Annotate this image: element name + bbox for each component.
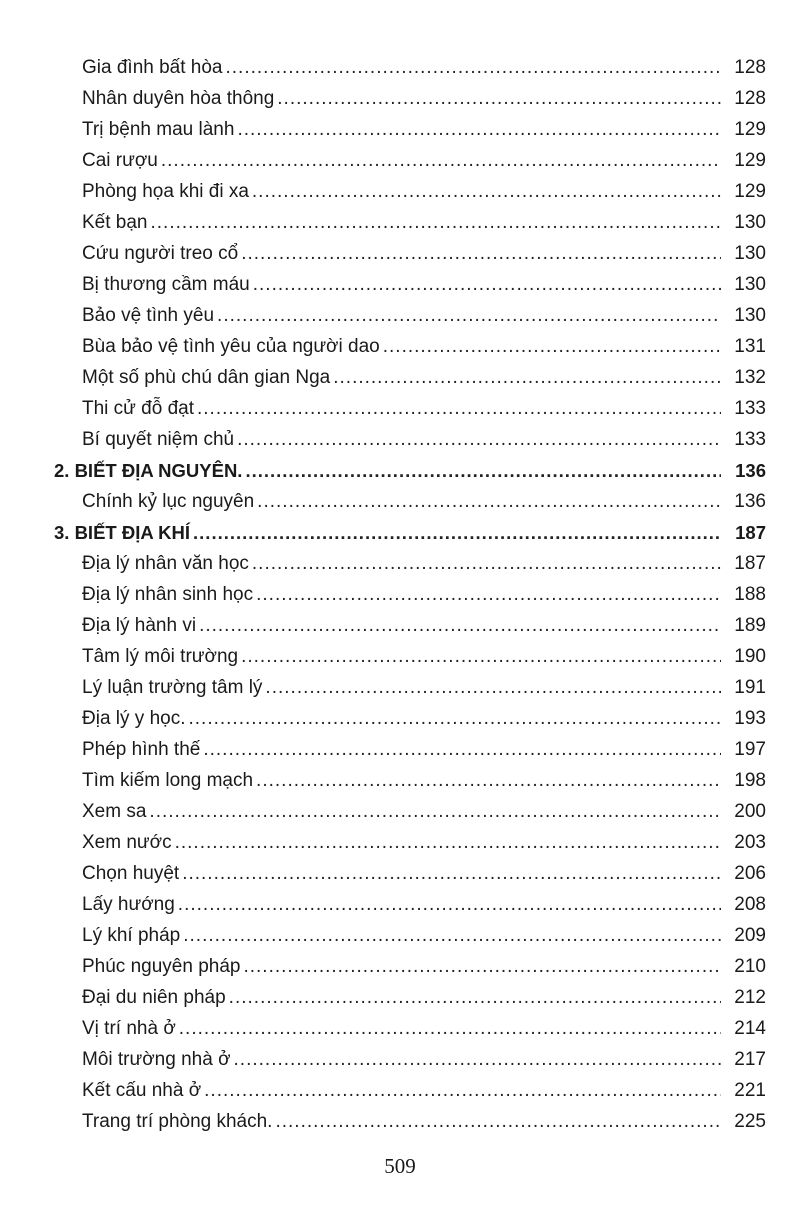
toc-section-heading (50, 455, 766, 486)
toc-entry (50, 393, 766, 424)
toc-entry (50, 889, 766, 920)
toc-entry (50, 145, 766, 176)
toc-entry (50, 982, 766, 1013)
toc-entry-title: Vị trí nhà ở (82, 1018, 176, 1039)
dot-leader (182, 858, 721, 889)
toc-entry (50, 920, 766, 951)
dot-leader (277, 83, 721, 114)
toc-entry-title: Bùa bảo vệ tình yêu của người dao (82, 336, 380, 357)
toc-entry (50, 176, 766, 207)
toc-entry-title: Một số phù chú dân gian Nga (82, 367, 331, 388)
toc-entry-page: 189 (734, 615, 766, 636)
toc-entry-page: 133 (734, 429, 766, 450)
dot-leader (237, 424, 721, 455)
dot-leader (178, 889, 721, 920)
toc-entry-page: 210 (734, 956, 766, 977)
toc-entry-title: Tìm kiếm long mạch (82, 770, 254, 791)
toc-entry-title: Phòng họa khi đi xa (82, 181, 249, 202)
toc-entry-page: 188 (734, 584, 766, 605)
toc-entry (50, 858, 766, 889)
toc-entry-page: 203 (734, 832, 766, 853)
toc-entry-title: Bí quyết niệm chủ (82, 429, 235, 450)
toc-entry-title: Cai rượu (82, 150, 158, 171)
toc-entry-title: Trị bệnh mau lành (82, 119, 235, 140)
toc-entry-page: 187 (735, 522, 766, 543)
dot-leader (217, 300, 721, 331)
toc-entry (50, 548, 766, 579)
dot-leader (204, 1075, 721, 1106)
dot-leader (265, 672, 721, 703)
toc-entry (50, 672, 766, 703)
dot-leader (256, 579, 721, 610)
toc-entry (50, 827, 766, 858)
dot-leader (237, 114, 721, 145)
toc-entry-page: 130 (734, 305, 766, 326)
toc-entry (50, 52, 766, 83)
dot-leader (241, 238, 721, 269)
toc-entry (50, 765, 766, 796)
toc-entry (50, 1013, 766, 1044)
dot-leader (151, 207, 722, 238)
toc-entry-title: Bị thương cầm máu (82, 274, 250, 295)
toc-entry-title: Kết bạn (82, 212, 148, 233)
toc-entry-title: Thi cử đỗ đạt (82, 398, 194, 419)
dot-leader (241, 641, 721, 672)
toc-entry-page: 129 (734, 150, 766, 171)
toc-entry-title: Trang trí phòng khách. (82, 1111, 273, 1132)
toc-entry-title: Phép hình thế (82, 739, 201, 760)
toc-entry-title: Phúc nguyên pháp (82, 956, 241, 977)
dot-leader (197, 393, 721, 424)
toc-entry-page: 136 (734, 491, 766, 512)
toc-entry (50, 1044, 766, 1075)
toc-entry (50, 579, 766, 610)
toc-entry-page: 130 (734, 274, 766, 295)
dot-leader (253, 269, 721, 300)
dot-leader (203, 734, 721, 765)
toc-entry (50, 238, 766, 269)
dot-leader (226, 52, 722, 83)
toc-entry-title: Kết cấu nhà ở (82, 1080, 202, 1101)
dot-leader (383, 331, 721, 362)
toc-entry-page: 221 (734, 1080, 766, 1101)
toc-entry-title: Tâm lý môi trường (82, 646, 239, 667)
toc-entry-page: 200 (734, 801, 766, 822)
toc-entry-title: 2. BIẾT ĐỊA NGUYÊN. (54, 460, 243, 481)
toc-entry-title: Xem nước (82, 832, 172, 853)
toc-entry-page: 225 (734, 1111, 766, 1132)
toc-entry-page: 193 (734, 708, 766, 729)
toc-entry-title: Lấy hướng (82, 894, 175, 915)
toc-section-heading (50, 517, 766, 548)
toc-entry (50, 424, 766, 455)
dot-leader (257, 486, 721, 517)
dot-leader (175, 827, 721, 858)
toc-entry (50, 362, 766, 393)
dot-leader (243, 951, 721, 982)
toc-entry-page: 198 (734, 770, 766, 791)
toc-entry-page: 131 (734, 336, 766, 357)
table-of-contents (50, 52, 766, 1137)
dot-leader (229, 982, 721, 1013)
toc-entry-title: Địa lý nhân sinh học (82, 584, 254, 605)
toc-entry-title: Cứu người treo cổ (82, 243, 239, 264)
toc-entry (50, 83, 766, 114)
toc-entry-title: Địa lý hành vi (82, 615, 197, 636)
toc-entry-title: Địa lý nhân văn học (82, 553, 249, 574)
toc-entry-page: 197 (734, 739, 766, 760)
toc-entry-page: 129 (734, 119, 766, 140)
toc-entry (50, 796, 766, 827)
toc-entry-title: Địa lý y học. (82, 708, 186, 729)
toc-entry-page: 136 (735, 460, 766, 481)
toc-entry-page: 206 (734, 863, 766, 884)
dot-leader (252, 176, 721, 207)
dot-leader (256, 765, 721, 796)
dot-leader (333, 362, 721, 393)
toc-entry (50, 300, 766, 331)
toc-entry-page: 190 (734, 646, 766, 667)
toc-entry-title: Đại du niên pháp (82, 987, 226, 1008)
toc-entry-title: Nhân duyên hòa thông (82, 88, 275, 109)
dot-leader (188, 703, 721, 734)
dot-leader (275, 1106, 721, 1137)
toc-entry-title: Lý luận trường tâm lý (82, 677, 263, 698)
dot-leader (149, 796, 721, 827)
toc-entry (50, 734, 766, 765)
dot-leader (245, 455, 721, 486)
toc-entry (50, 486, 766, 517)
toc-entry (50, 641, 766, 672)
toc-entry-title: Chính kỷ lục nguyên (82, 491, 255, 512)
toc-entry (50, 207, 766, 238)
toc-entry-page: 130 (734, 212, 766, 233)
toc-entry-page: 129 (734, 181, 766, 202)
page-number: 509 (384, 1154, 416, 1178)
toc-entry-page: 130 (734, 243, 766, 264)
dot-leader (161, 145, 721, 176)
toc-entry (50, 114, 766, 145)
toc-entry-page: 132 (734, 367, 766, 388)
toc-entry-title: Bảo vệ tình yêu (82, 305, 215, 326)
dot-leader (234, 1044, 721, 1075)
toc-entry-title: Môi trường nhà ở (82, 1049, 231, 1070)
toc-entry-page: 212 (734, 987, 766, 1008)
dot-leader (199, 610, 721, 641)
toc-entry-page: 214 (734, 1018, 766, 1039)
toc-entry (50, 331, 766, 362)
toc-entry-page: 208 (734, 894, 766, 915)
dot-leader (183, 920, 721, 951)
toc-entry (50, 610, 766, 641)
toc-entry-page: 128 (734, 57, 766, 78)
toc-entry-page: 209 (734, 925, 766, 946)
toc-entry-page: 217 (734, 1049, 766, 1070)
toc-entry (50, 703, 766, 734)
toc-entry-title: Chọn huyệt (82, 863, 180, 884)
toc-entry-page: 191 (734, 677, 766, 698)
toc-entry (50, 269, 766, 300)
toc-entry-title: Xem sa (82, 801, 147, 822)
toc-entry-page: 128 (734, 88, 766, 109)
toc-entry-title: Lý khí pháp (82, 925, 181, 946)
toc-entry (50, 951, 766, 982)
toc-entry (50, 1106, 766, 1137)
toc-entry (50, 1075, 766, 1106)
toc-entry-page: 133 (734, 398, 766, 419)
dot-leader (193, 517, 721, 548)
toc-entry-title: Gia đình bất hòa (82, 57, 223, 78)
toc-entry-page: 187 (734, 553, 766, 574)
dot-leader (179, 1013, 721, 1044)
dot-leader (252, 548, 721, 579)
toc-entry-title: 3. BIẾT ĐỊA KHÍ (54, 522, 191, 543)
